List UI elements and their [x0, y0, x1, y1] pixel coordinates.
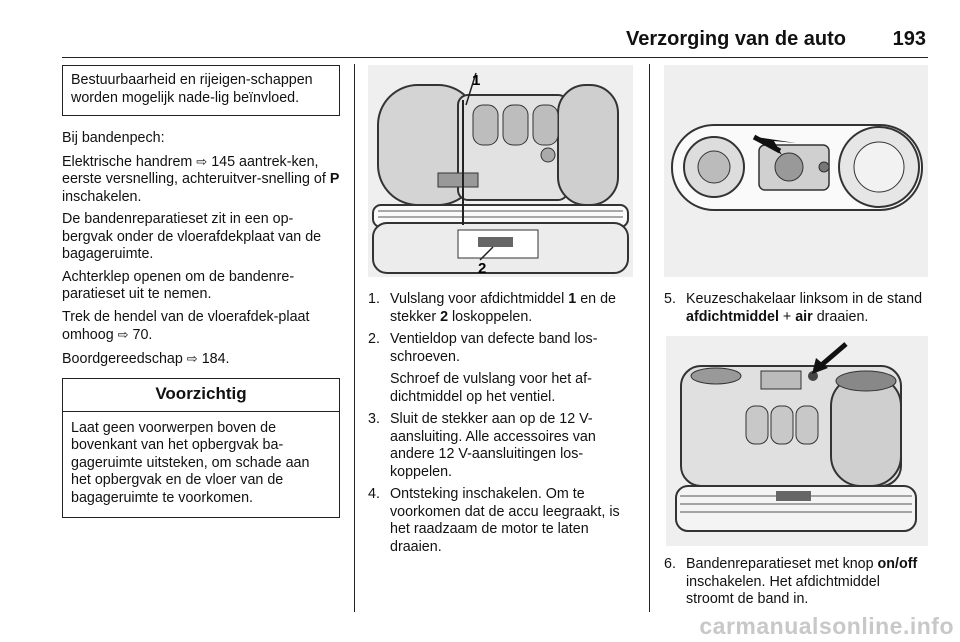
warning-text: Bestuurbaarheid en rijeigen-schappen worden mogelijk nade-lig beïnvloed.	[71, 72, 313, 106]
page-header	[62, 22, 928, 58]
column-divider	[649, 64, 650, 612]
compressor-drawing	[368, 65, 633, 277]
column-right	[664, 65, 928, 609]
step-list	[664, 556, 928, 609]
column-middle	[368, 65, 633, 556]
column-divider	[354, 64, 355, 612]
callout-2: 2	[478, 260, 487, 277]
list-item: 2. Ventieldop van defecte band los-schroeven. Schroef de vulslang voor het af-dichtmiddel op het ventiel.	[368, 331, 598, 405]
watermark: carmanualsonline.info	[699, 613, 954, 639]
paragraph: Bij bandenpech:	[62, 130, 165, 146]
list-item: 5. Keuzeschakelaar linksom in de stand afdichtmiddel + air draaien.	[664, 291, 923, 325]
paragraph: Elektrische handrem ⇨ 145 aantrek-ken, eerste versnelling, achteruitver-snelling of P inschakelen.	[62, 153, 340, 205]
caution-box	[62, 378, 340, 518]
paragraph: Trek de hendel van de vloerafdek-plaat omhoog ⇨ 70.	[62, 308, 310, 343]
page-number: 193	[892, 28, 926, 50]
caution-text: Laat geen voorwerpen boven de bovenkant van het opbergvak ba-gageruimte uitsteken, om schade aan het opbergvak en de vloer van de bagageruimte te voorkomen.	[71, 419, 310, 506]
list-item: 3. Sluit de stekker aan op de 12 V-aansluiting. Alle accessoires van andere 12 V-aansluitingen los-koppelen.	[368, 411, 596, 480]
warning-continuation-box	[62, 65, 340, 116]
page-ref-link[interactable]: 184.	[201, 350, 230, 367]
list-item: 1. Vulslang voor afdichtmiddel 1 en de stekker 2 loskoppelen.	[368, 291, 616, 325]
page-ref-arrow-icon: ⇨	[117, 327, 129, 342]
page-ref-arrow-icon: ⇨	[186, 350, 198, 366]
on-off-button-illustration	[666, 336, 928, 546]
caution-title: Voorzichtig	[63, 379, 339, 412]
page-ref-arrow-icon: ⇨	[196, 153, 208, 169]
step-list	[664, 291, 928, 326]
selector-switch-drawing	[664, 65, 928, 277]
page-ref-link[interactable]: 145	[211, 153, 236, 170]
selector-switch-illustration	[664, 65, 928, 277]
paragraph: De bandenreparatieset zit in een op-bergvak onder de vloerafdekplaat van de bagageruimte.	[62, 211, 322, 262]
list-item: 4. Ontsteking inschakelen. Om te voorkomen dat de accu leegraakt, is het raadzaam de motor te laten draaien.	[368, 486, 620, 555]
list-item: 6. Bandenreparatieset met knop on/off inschakelen. Het afdichtmiddel stroomt de band in.	[664, 556, 918, 607]
compressor-hose-illustration	[368, 65, 633, 277]
section-title: Verzorging van de auto	[625, 28, 846, 50]
column-left	[62, 65, 340, 518]
paragraph: Achterklep openen om de bandenre-paratieset uit te nemen.	[62, 268, 295, 302]
compressor-side-drawing	[666, 336, 928, 546]
page-ref-link[interactable]: 70.	[132, 327, 153, 343]
step-list	[368, 291, 633, 556]
callout-1: 1	[472, 72, 481, 89]
paragraph: Boordgereedschap ⇨ 184.	[62, 350, 230, 367]
